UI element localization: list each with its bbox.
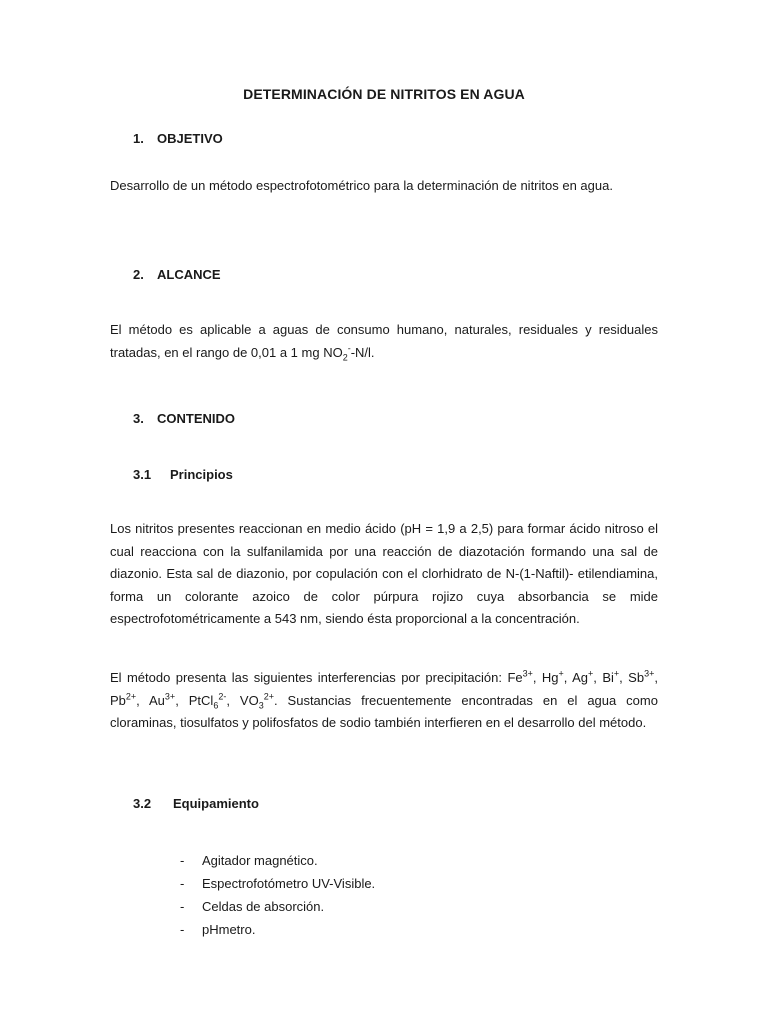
ion: Ag [572, 670, 589, 685]
ion: VO [239, 692, 259, 708]
list-item [180, 849, 375, 872]
ion: Sb [628, 670, 645, 685]
alcance-text: El método es aplicable a aguas de consumo humano, naturales, residuales y residuales tratadas, en el rango de 0,01 a 1 mg NO [110, 322, 658, 360]
list-item-text: Celdas de absorción. [202, 899, 325, 914]
ion: Fe [507, 670, 523, 685]
section-heading-alcance [133, 267, 221, 282]
ion: Au [149, 692, 165, 708]
alcance-text-end: -N/l. [350, 344, 375, 360]
section-label: Principios [170, 467, 233, 482]
list-dash: - [180, 853, 185, 868]
principios-paragraph-1: Los nitritos presentes reaccionan en medio ácido (pH = 1,9 a 2,5) para formar ácido nitroso el cual reacciona con la sulfanilamida por una reacción de diazotación formando una sal de diazonio. Esta sal de diazonio, por copulación con el clorhidrato de N-(1-Naftil)- etilendiamina, forma un colorante azoico de color púrpura rojizo cuya absorbancia se mide espectrofotométricamente a 543 nm, siendo ésta proporcional a la concentración. [110, 521, 658, 626]
list-item [180, 918, 375, 941]
list-item-text: Espectrofotómetro UV-Visible. [202, 876, 376, 891]
ion-charge: + [558, 668, 564, 679]
ion-charge: + [613, 668, 620, 679]
ion: Pb [110, 692, 126, 708]
section-number: 3.1 [133, 467, 152, 482]
list-dash: - [180, 876, 185, 891]
list-item [180, 895, 375, 918]
ion: Bi [602, 670, 614, 685]
section-number: 3.2 [133, 796, 152, 811]
ion-charge: + [588, 668, 594, 679]
superscript: - [347, 343, 351, 354]
section-number: 1. [133, 131, 144, 146]
ion-charge: 3+ [164, 691, 176, 702]
section-heading-contenido [133, 411, 235, 426]
section-heading-objetivo [133, 131, 223, 146]
subscript: 2 [342, 352, 348, 363]
ion: Hg [541, 670, 559, 685]
ion-charge: 2+ [263, 691, 274, 702]
subsection-heading-equipamiento [133, 796, 259, 811]
ion-charge: 2- [218, 691, 227, 702]
section-label: OBJETIVO [157, 131, 223, 146]
section-number: 3. [133, 411, 144, 426]
section-number: 2. [133, 267, 144, 282]
principios-paragraph-2: El método presenta las siguientes interferencias por precipitación: $Fe^{3+}$, Hg+, Ag+, Bi+, $Sb^{3+}$, $Pb^{2+}$, $Au^{3+}$, PtCl$_6^{2-}$, $VO_3^{2+}$. Sustancias frecuentemente encontradas en el agua como cloraminas, tiosulfatos y polifosfatos de sodio también interfieren en el desarrollo del método. [110, 668, 658, 730]
objetivo-paragraph: Desarrollo de un método espectrofotométrico para la determinación de nitritos en agua. [110, 178, 613, 193]
subsection-heading-principios [133, 467, 233, 482]
list-dash: - [180, 899, 185, 914]
document-title: DETERMINACIÓN DE NITRITOS EN AGUA [243, 86, 525, 102]
list-item-text: Agitador magnético. [202, 853, 318, 868]
ion-charge: 3+ [522, 668, 533, 679]
section-label: Equipamiento [173, 796, 259, 811]
ion-charge: 2+ [125, 691, 137, 702]
list-item-text: pHmetro. [202, 922, 256, 937]
interferencias-rest: . Sustancias frecuentemente encontradas en el agua como cloraminas, tiosulfatos y polifosfatos de sodio también interfieren en el desarrollo del método. [110, 692, 658, 730]
alcance-paragraph [110, 319, 658, 364]
equipment-list [180, 849, 375, 941]
ion-subscript: 6 [213, 700, 219, 711]
ion: PtCl [188, 692, 214, 708]
list-item [180, 872, 375, 895]
list-dash: - [180, 922, 185, 937]
section-label: CONTENIDO [157, 411, 235, 426]
ion-charge: 3+ [644, 668, 655, 679]
ion-subscript: 3 [258, 700, 264, 711]
section-label: ALCANCE [157, 267, 221, 282]
interferencias-intro: El método presenta las siguientes interferencias por precipitación: [110, 670, 508, 685]
